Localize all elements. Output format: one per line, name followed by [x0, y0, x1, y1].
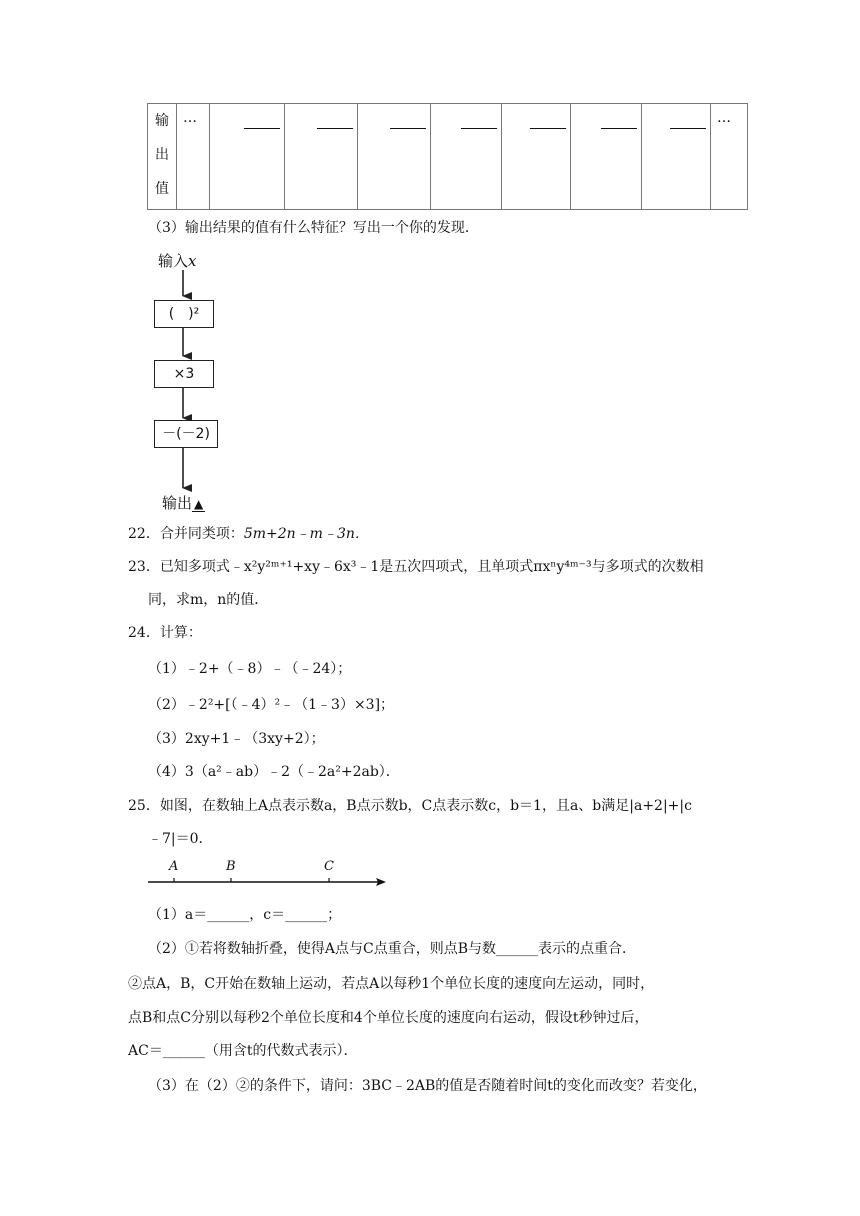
question-25-line-1 — [128, 796, 692, 816]
table-cell-blank — [642, 104, 711, 210]
table-cell-blank — [571, 104, 642, 210]
question-number: 25． — [128, 798, 160, 814]
table-cell-blank — [285, 104, 358, 210]
table-cell-blank — [502, 104, 571, 210]
axis-label-b: B — [226, 859, 236, 874]
row-label-char: 值 — [155, 181, 169, 197]
question-24 — [128, 623, 202, 643]
question-number: 23． — [128, 559, 160, 575]
question-22-expression: 5m+2n﹣m﹣3n． — [243, 526, 369, 542]
table-cell-right-ellipsis: … — [711, 104, 748, 210]
question-25-text: 如图，在数轴上A点表示数a，B点示数b，C点表示数c，b＝1，且a、b满足|a+2|+|c — [159, 798, 692, 814]
output-value-table — [147, 103, 748, 210]
row-label-char: 输 — [155, 113, 169, 129]
question-22 — [128, 524, 369, 544]
table-cell-blank — [210, 104, 285, 210]
question-25-part-2-2-line-3: AC＝______（用含t的代数式表示）． — [128, 1043, 358, 1059]
question-24-item-3: （3）2xy+1﹣（3xy+2）； — [148, 731, 325, 747]
number-line-figure — [148, 858, 393, 892]
question-25-part-1: （1）a＝______，c＝______； — [148, 907, 342, 923]
question-number: 24． — [128, 625, 160, 641]
question-24-item-1: （1）﹣2+（﹣8）﹣（﹣24）； — [148, 661, 352, 677]
output-placeholder-icon: ▲ — [194, 497, 204, 511]
axis-label-c: C — [324, 859, 334, 874]
question-24-item-2: （2）﹣2²+[（﹣4）²﹣（1﹣3）×3]； — [148, 697, 395, 713]
flowchart-output-label: 输出 ▲ — [162, 494, 204, 512]
table-cell-left-ellipsis: … — [177, 104, 210, 210]
question-22-text: 合并同类项： — [159, 526, 244, 542]
flowchart-box-minus-neg-2: －(－2) — [154, 420, 218, 448]
row-label-output-value — [148, 104, 177, 210]
flowchart — [150, 248, 240, 518]
question-23-line-2: 同，求m，n的值． — [148, 592, 269, 608]
question-25-part-3: （3）在（2）②的条件下，请问：3BC﹣2AB的值是否随着时间t的变化而改变？若变化， — [148, 1078, 707, 1094]
question-24-title: 计算： — [159, 625, 202, 641]
question-25-part-2-2-line-1: ②点A，B，C开始在数轴上运动，若点A以每秒1个单位长度的速度向左运动，同时， — [128, 976, 655, 992]
question-23-text: 已知多项式﹣x²y²ᵐ⁺¹+xy﹣6x³﹣1是五次四项式，且单项式πxⁿy⁴ᵐ⁻³与多项式的次数相 — [159, 559, 704, 575]
number-line — [148, 858, 393, 892]
flowchart-input-label: 输入x — [158, 252, 197, 270]
question-25-line-2: ﹣7|＝0． — [148, 831, 213, 847]
question-number: 22． — [128, 526, 160, 542]
question-21-part-3: （3）输出结果的值有什么特征？写出一个你的发现． — [148, 220, 479, 236]
table-cell-blank — [358, 104, 431, 210]
flowchart-box-times-3: ×3 — [154, 360, 214, 388]
question-23-line-1 — [128, 557, 704, 577]
row-label-char: 出 — [155, 147, 169, 163]
table-cell-blank — [431, 104, 502, 210]
axis-label-a: A — [169, 859, 179, 874]
flowchart-box-square: ( )² — [154, 300, 214, 328]
question-25-part-2: （2）①若将数轴折叠，使得A点与C点重合，则点B与数______表示的点重合． — [148, 941, 637, 957]
question-24-item-4: （4）3（a²﹣ab）﹣2（﹣2a²+2ab）． — [148, 764, 400, 780]
question-25-part-2-2-line-2: 点B和点C分别以每秒2个单位长度和4个单位长度的速度向右运动，假设t秒钟过后， — [128, 1010, 649, 1026]
